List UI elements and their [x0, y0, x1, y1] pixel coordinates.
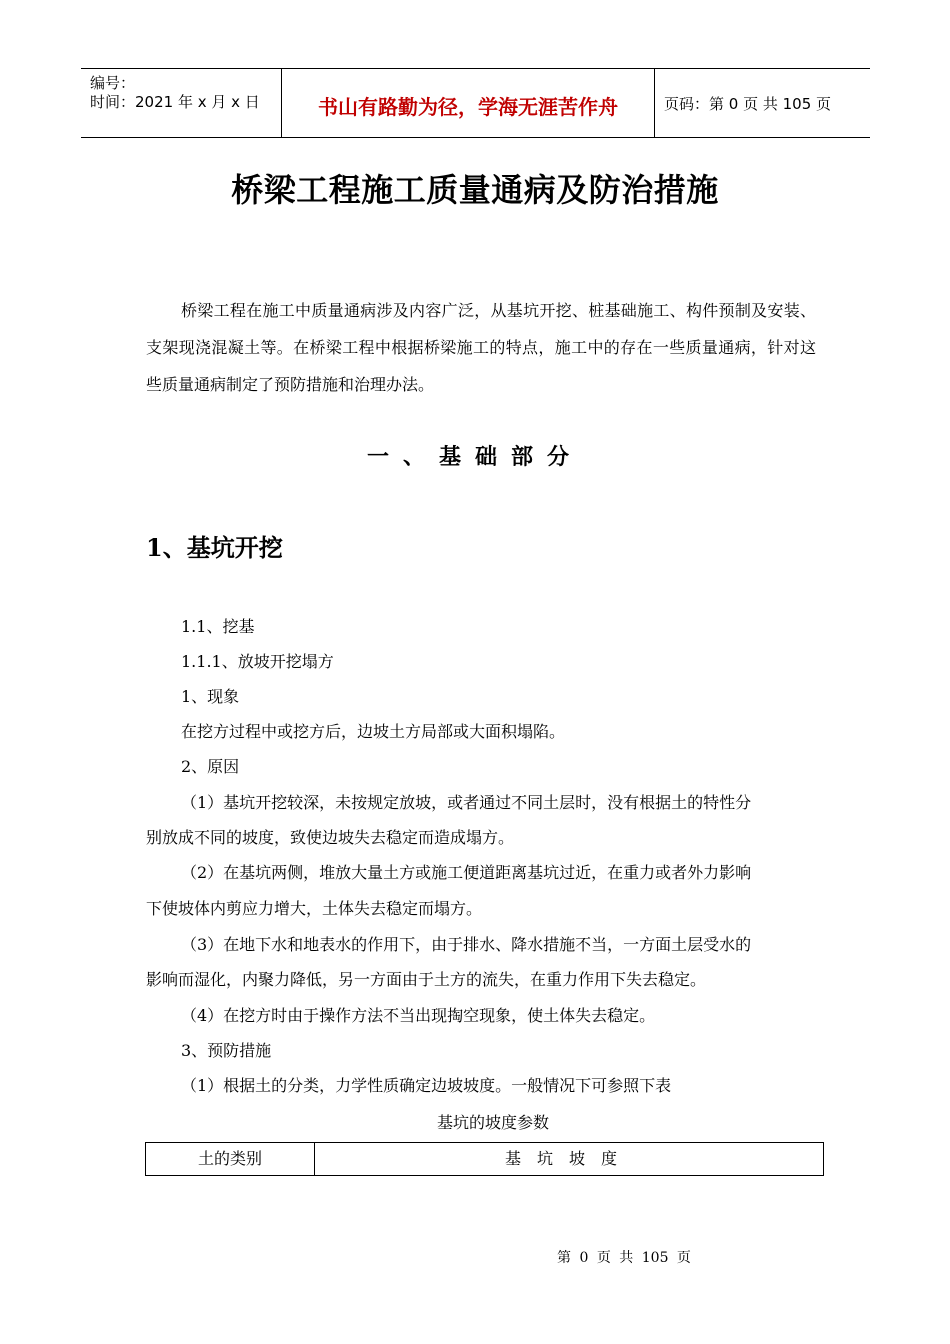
header-page-cell [655, 69, 870, 137]
table-caption: 基坑的坡度参数 [436, 1113, 549, 1132]
cause-3-line-1: （3）在地下水和地表水的作用下，由于排水、降水措施不当，一方面土层受水的 [181, 935, 752, 954]
phenomenon-text: 在挖方过程中或挖方后，边坡土方局部或大面积塌陷。 [181, 722, 566, 741]
heading-1-1: 1.1、挖基 [181, 617, 255, 636]
page-info: 页码：第 0 页 共 105 页 [664, 95, 832, 113]
subsection-heading: 1、基坑开挖 [146, 533, 283, 562]
time-label: 时间：2021 年 x 月 x 日 [90, 93, 260, 111]
cause-1-line-2: 别放成不同的坡度，致使边坡失去稳定而造成塌方。 [146, 828, 515, 847]
header-table [81, 68, 870, 138]
heading-cause: 2、原因 [181, 757, 240, 776]
page-footer: 第 0 页 共 105 页 [557, 1250, 691, 1266]
cause-4: （4）在挖方时由于操作方法不当出现掏空现象，使土体失去稳定。 [181, 1006, 656, 1025]
cause-2-line-1: （2）在基坑两侧，堆放大量土方或施工便道距离基坑过近，在重力或者外力影响 [181, 863, 752, 882]
cause-2-line-2: 下使坡体内剪应力增大，土体失去稳定而塌方。 [146, 899, 483, 918]
cause-3-line-2: 影响而湿化，内聚力降低，另一方面由于土方的流失，在重力作用下失去稳定。 [146, 970, 707, 989]
cause-1-line-1: （1）基坑开挖较深，未按规定放坡，或者通过不同土层时，没有根据土的特性分 [181, 793, 752, 812]
number-label: 编号： [90, 74, 136, 92]
heading-phenomenon: 1、现象 [181, 687, 240, 706]
slope-table [145, 1142, 824, 1176]
prevention-1: （1）根据土的分类，力学性质确定边坡坡度。一般情况下可参照下表 [181, 1076, 672, 1095]
header-motto-cell [282, 69, 655, 137]
document-title: 桥梁工程施工质量通病及防治措施 [231, 171, 719, 209]
heading-1-1-1: 1.1.1、放坡开挖塌方 [181, 652, 334, 671]
table-header-soil-type: 土的类别 [146, 1143, 315, 1175]
table-header-slope: 基坑坡度 [504, 1149, 633, 1168]
intro-paragraph: 桥梁工程在施工中质量通病涉及内容广泛，从基坑开挖、桩基础施工、构件预制及安装、支架现浇混凝土等。在桥梁工程中根据桥梁施工的特点，施工中的存在一些质量通病，针对这些质量通病制定了预防措施和治理办法。 [146, 301, 816, 394]
section-heading: 一、基础部分 [366, 445, 583, 470]
heading-prevention: 3、预防措施 [181, 1041, 272, 1060]
motto: 书山有路勤为径，学海无涯苦作舟 [318, 95, 618, 119]
header-left-cell [81, 69, 282, 137]
